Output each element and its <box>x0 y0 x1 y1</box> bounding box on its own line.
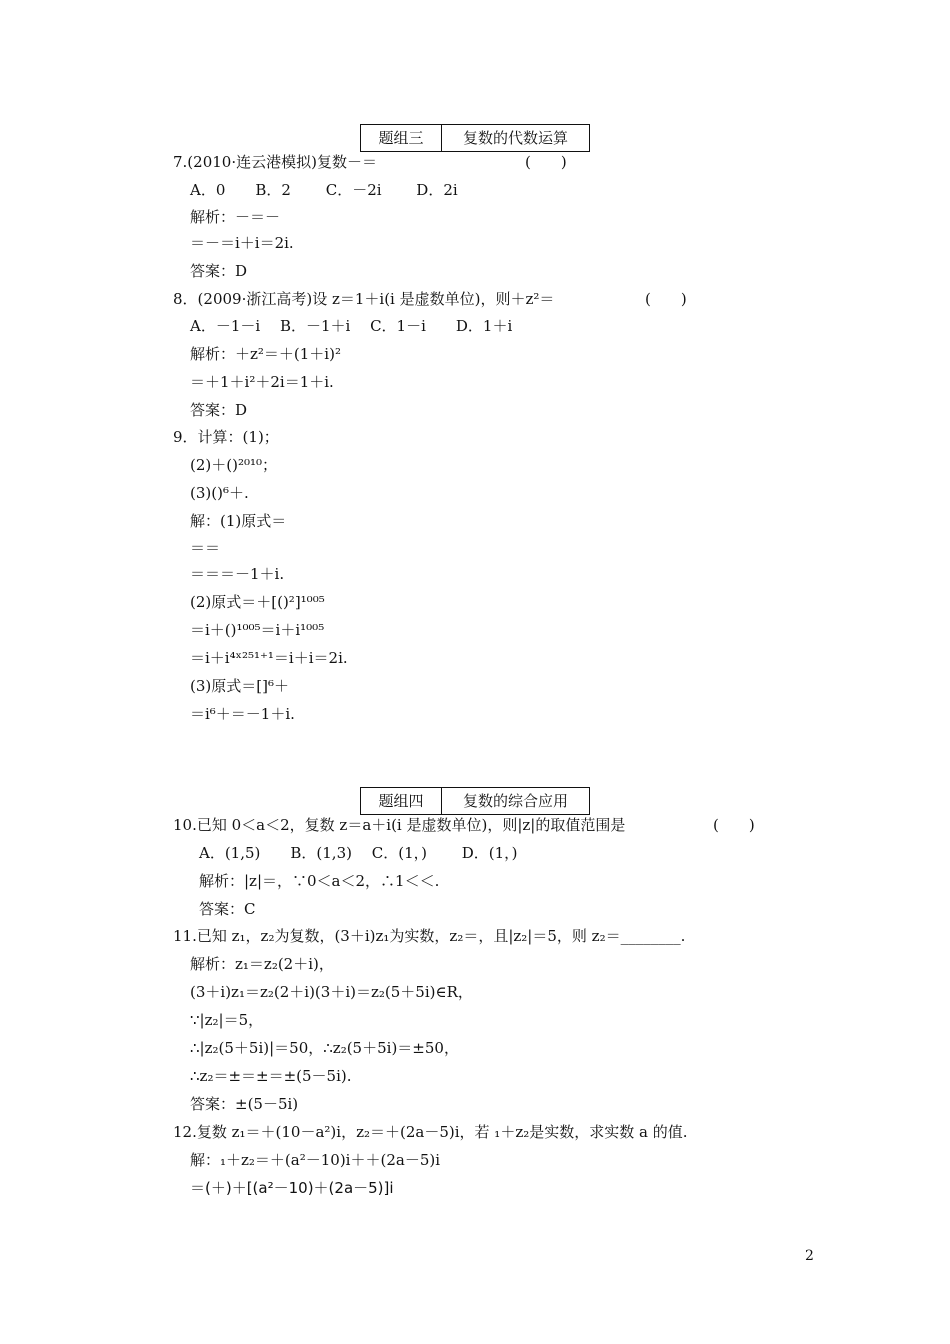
q7-stem: 7.(2010·连云港模拟)复数－＝ <box>173 153 377 171</box>
section-label: 题组三 <box>361 125 442 151</box>
q8-stem: 8．(2009·浙江高考)设 z＝1＋i(i 是虚数单位)，则＋z²＝ <box>173 290 555 308</box>
q7-answer: 答案：D <box>190 262 248 280</box>
q10-answer: 答案：C <box>199 900 256 918</box>
q9-solution-5: ＝i＋()¹⁰⁰⁵＝i＋i¹⁰⁰⁵ <box>190 621 325 639</box>
q8-options: A．－1－i B．－1＋i C．1－i D．1＋i <box>190 317 513 335</box>
q10-solution: 解析：|z|＝，∵0＜a＜2，∴1＜＜. <box>199 872 440 890</box>
q8-solution-2: ＝＋1＋i²＋2i＝1＋i. <box>190 373 334 391</box>
q9-part-2: (2)＋()²⁰¹⁰； <box>190 456 278 474</box>
q9-solution-8: ＝i⁶＋＝－1＋i. <box>190 705 295 723</box>
q9-part-3: (3)()⁶＋. <box>190 484 249 502</box>
q9-solution-4: (2)原式＝＋[()²]¹⁰⁰⁵ <box>190 593 325 611</box>
q8-answer-paren: ( ) <box>645 290 687 308</box>
q7-solution-1: 解析：－＝－ <box>190 208 281 226</box>
q11-solution-3: ∵|z₂|＝5， <box>190 1011 264 1029</box>
page-number: 2 <box>805 1248 814 1264</box>
q10-stem: 10.已知 0＜a＜2，复数 z＝a＋i(i 是虚数单位)，则|z|的取值范围是 <box>173 816 626 834</box>
q11-solution-4: ∴|z₂(5＋5i)|＝50，∴z₂(5＋5i)＝±50， <box>190 1039 459 1057</box>
q7-options: A．0 B．2 C．－2i D．2i <box>190 181 458 199</box>
q9-solution-1: 解：(1)原式＝ <box>190 512 287 530</box>
section-label: 题组四 <box>361 788 442 814</box>
q7-answer-paren: ( ) <box>525 153 567 171</box>
q11-solution-2: (3＋i)z₁＝z₂(2＋i)(3＋i)＝z₂(5＋5i)∈R， <box>190 983 473 1001</box>
q10-options: A．(1,5) B．(1,3) C．(1，) D．(1，) <box>199 844 518 862</box>
q11-solution-1: 解析：z₁＝z₂(2＋i)， <box>190 955 334 973</box>
q12-solution-1: 解：₁＋z₂＝＋(a²－10)i＋＋(2a－5)i <box>190 1151 441 1169</box>
section-header-group4 <box>360 787 590 815</box>
q7-solution-2: ＝－＝i＋i＝2i. <box>190 234 294 252</box>
q11-solution-5: ∴z₂＝±＝±＝±(5－5i). <box>190 1067 352 1085</box>
q12-stem: 12.复数 z₁＝＋(10－a²)i，z₂＝＋(2a－5)i，若 ₁＋z₂是实数，求实数 a 的值. <box>173 1123 688 1141</box>
q8-solution-1: 解析：＋z²＝＋(1＋i)² <box>190 345 341 363</box>
section-title: 复数的综合应用 <box>462 792 568 810</box>
q9-stem: 9．计算：(1)； <box>173 428 279 446</box>
q11-answer: 答案：±(5－5i) <box>190 1095 299 1113</box>
q9-solution-6: ＝i＋i⁴ˣ²⁵¹⁺¹＝i＋i＝2i. <box>190 649 348 667</box>
q9-solution-7: (3)原式＝[]⁶＋ <box>190 677 289 695</box>
section-header-group3 <box>360 124 590 152</box>
q11-stem: 11.已知 z₁，z₂为复数，(3＋i)z₁为实数，z₂＝，且|z₂|＝5，则 z₂＝________. <box>173 927 686 945</box>
q10-answer-paren: ( ) <box>713 816 755 834</box>
section-title: 复数的代数运算 <box>462 129 568 147</box>
q9-solution-2: ＝＝ <box>190 539 221 557</box>
q8-answer: 答案：D <box>190 401 248 419</box>
q12-solution-2: ＝(＋)＋[(a²－10)＋(2a－5)]i <box>190 1179 394 1197</box>
q9-solution-3: ＝＝＝－1＋i. <box>190 565 285 583</box>
